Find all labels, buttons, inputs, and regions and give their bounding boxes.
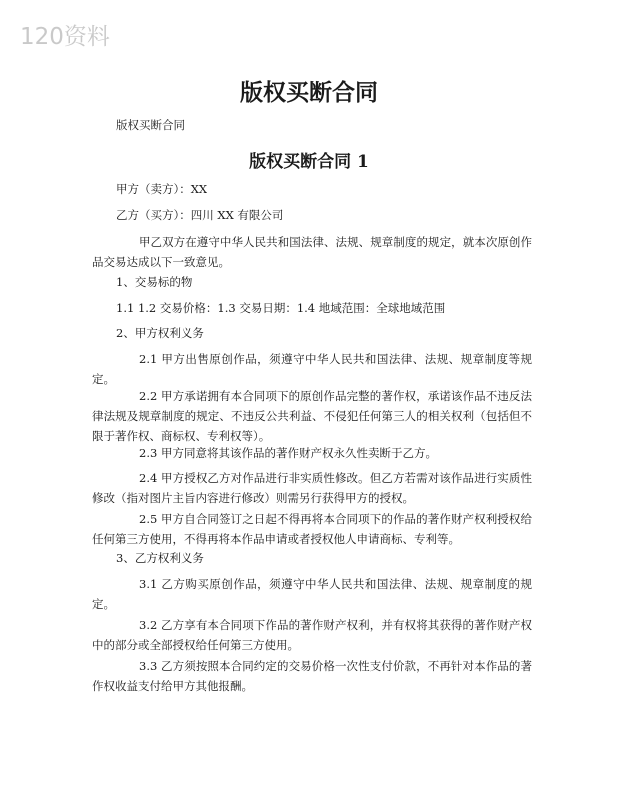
watermark: 120资料: [20, 24, 110, 50]
section-1-heading: 1、交易标的物: [116, 275, 193, 289]
clause-2-4: 2.4 甲方授权乙方对作品进行非实质性修改。但乙方若需对该作品进行实质性修改（指对图片主旨内容进行修改）则需另行获得甲方的授权。: [92, 471, 532, 505]
clause-3-1: 3.1 乙方购买原创作品，须遵守中华人民共和国法律、法规、规章制度的规定。: [92, 577, 532, 611]
intro-paragraph: 甲乙双方在遵守中华人民共和国法律、法规、规章制度的规定，就本次原创作品交易达成以下一致意见。: [92, 235, 532, 269]
section-2-heading: 2、甲方权利义务: [116, 326, 204, 340]
contract-heading: 版权买断合同 1: [249, 152, 369, 172]
clause-3-2: 3.2 乙方享有本合同项下作品的著作财产权利，并有权将其获得的著作财产权中的部分或全部授权给任何第三方使用。: [92, 618, 532, 652]
clause-1-1: 1.1 1.2 交易价格：1.3 交易日期：1.4 地域范围：全球地域范围: [116, 301, 446, 315]
clause-3-3: 3.3 乙方须按照本合同约定的交易价格一次性支付价款，不再针对本作品的著作权收益支付给甲方其他报酬。: [92, 659, 532, 693]
clause-2-3: 2.3 甲方同意将其该作品的著作财产权永久性卖断于乙方。: [139, 446, 437, 460]
party-b-line: 乙方（买方）：四川 XX 有限公司: [116, 208, 284, 222]
section-3-heading: 3、乙方权利义务: [116, 551, 204, 565]
clause-2-5: 2.5 甲方自合同签订之日起不得再将本合同项下的作品的著作财产权利授权给任何第三方使用，不得再将本作品申请或者授权他人申请商标、专利等。: [92, 512, 532, 546]
clause-2-1: 2.1 甲方出售原创作品，须遵守中华人民共和国法律、法规、规章制度等规定。: [92, 352, 532, 386]
party-a-line: 甲方（卖方）：XX: [116, 182, 208, 196]
clause-2-2: 2.2 甲方承诺拥有本合同项下的原创作品完整的著作权，承诺该作品不违反法律法规及规章制度的规定、不违反公共利益、不侵犯任何第三人的相关权利（包括但不限于著作权、商标权、专利权等）。: [92, 389, 532, 443]
document-title: 版权买断合同: [240, 80, 378, 106]
document-subtitle: 版权买断合同: [116, 118, 185, 132]
